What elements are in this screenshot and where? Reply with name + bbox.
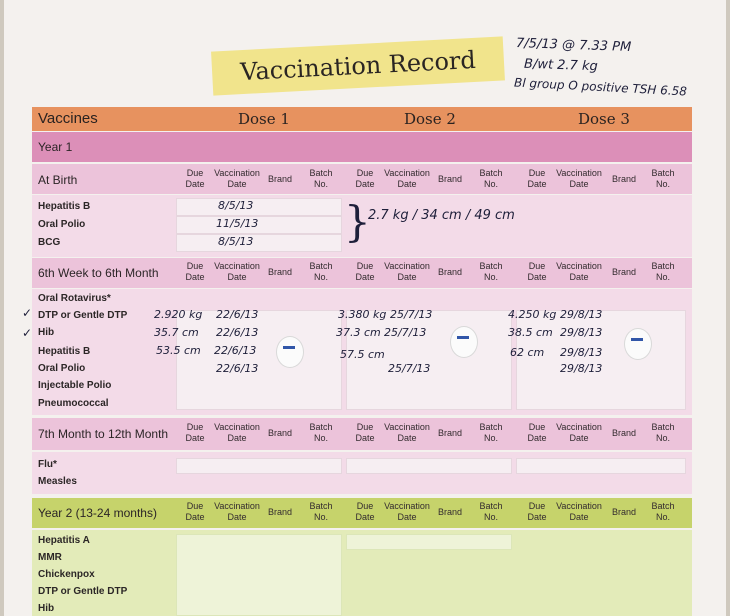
vaccine-name: Hepatitis B — [38, 346, 91, 357]
brand-col: Brand — [437, 174, 463, 184]
batch-col: Batch No. — [479, 501, 503, 522]
brand-col: Brand — [611, 428, 637, 438]
check-mark: ✓ — [22, 326, 33, 340]
batch-col: Batch No. — [479, 168, 503, 189]
due-date-col: Due Date — [355, 261, 375, 282]
vaccine-name: Injectable Polio — [38, 380, 112, 391]
batch-col: Batch No. — [479, 422, 503, 443]
brand-sticker — [276, 336, 304, 368]
brand-sticker — [624, 328, 652, 360]
year1-label: Year 1 — [38, 140, 73, 154]
vaccine-name: DTP or Gentle DTP — [38, 586, 128, 597]
vaccines-header: Vaccines — [38, 110, 98, 127]
handwritten-weight: 3.380 kg — [338, 308, 387, 321]
handwritten-note-blood-group: Bl group O positive TSH 6.58 — [513, 75, 688, 99]
vaccination-date-col: Vaccination Date — [214, 168, 260, 189]
vaccine-name: Oral Polio — [38, 219, 86, 230]
batch-col: Batch No. — [651, 261, 675, 282]
handwritten-weight: 4.250 kg — [508, 308, 557, 321]
vaccine-name: MMR — [38, 552, 62, 563]
brand-col: Brand — [611, 507, 637, 517]
handwritten-date: 22/6/13 — [216, 326, 259, 339]
due-date-col: Due Date — [185, 501, 205, 522]
vaccination-record-sheet — [4, 0, 726, 616]
vaccination-date-col: Vaccination Date — [214, 501, 260, 522]
handwritten-date: 25/7/13 — [390, 308, 433, 321]
vaccination-date-col: Vaccination Date — [556, 168, 602, 189]
vaccine-name: Hib — [38, 327, 55, 338]
due-date-col: Due Date — [527, 501, 547, 522]
vaccination-date-col: Vaccination Date — [556, 261, 602, 282]
handwritten-date: 22/6/13 — [216, 362, 259, 375]
page-title: Vaccination Record — [211, 36, 505, 95]
handwritten-date: 8/5/13 — [218, 235, 254, 248]
vaccine-name: BCG — [38, 237, 61, 248]
due-date-col: Due Date — [355, 168, 375, 189]
dose1-block[interactable] — [176, 310, 342, 410]
vaccine-name: Hepatitis B — [38, 201, 91, 212]
brand-col: Brand — [267, 507, 293, 517]
batch-col: Batch No. — [309, 168, 333, 189]
brand-sticker — [450, 326, 478, 358]
vaccine-name: Pneumococcal — [38, 398, 109, 409]
week6-band — [32, 258, 692, 288]
dose3-block[interactable] — [516, 310, 686, 410]
handwritten-date: 22/6/13 — [214, 344, 257, 357]
due-date-col: Due Date — [355, 501, 375, 522]
brand-col: Brand — [437, 507, 463, 517]
year2-band — [32, 498, 692, 528]
handwritten-head: 62 cm — [510, 346, 545, 359]
dose-cell[interactable] — [516, 458, 686, 474]
handwritten-measurements: 2.7 kg / 34 cm / 49 cm — [368, 208, 515, 223]
brace-mark: } — [344, 197, 371, 246]
handwritten-length: 37.3 cm — [336, 326, 381, 339]
handwritten-date: 29/8/13 — [560, 308, 603, 321]
dose-cell[interactable] — [176, 198, 342, 216]
due-date-col: Due Date — [185, 422, 205, 443]
handwritten-note-time: 7/5/13 @ 7.33 PM — [515, 35, 632, 56]
year1-band — [32, 132, 692, 162]
vaccine-name: Hepatitis A — [38, 535, 90, 546]
at-birth-band — [32, 164, 692, 194]
month7-label: 7th Month to 12th Month — [38, 427, 169, 441]
handwritten-head: 53.5 cm — [156, 344, 201, 357]
dose1-block[interactable] — [176, 534, 342, 616]
batch-col: Batch No. — [651, 422, 675, 443]
vaccine-name: DTP or Gentle DTP — [38, 310, 128, 321]
due-date-col: Due Date — [527, 261, 547, 282]
vaccine-name: Hib — [38, 603, 55, 614]
vaccination-date-col: Vaccination Date — [214, 261, 260, 282]
dose-cell[interactable] — [346, 458, 512, 474]
due-date-col: Due Date — [527, 422, 547, 443]
vaccine-name: Oral Rotavirus* — [38, 293, 111, 304]
handwritten-date: 8/5/13 — [218, 199, 254, 212]
vaccine-name: Flu* — [38, 459, 57, 470]
brand-col: Brand — [611, 267, 637, 277]
vaccination-date-col: Vaccination Date — [556, 422, 602, 443]
vaccine-name: Measles — [38, 476, 77, 487]
brand-col: Brand — [611, 174, 637, 184]
batch-col: Batch No. — [479, 261, 503, 282]
brand-col: Brand — [267, 428, 293, 438]
dose2-header: Dose 2 — [404, 110, 456, 128]
dose-cell[interactable] — [176, 458, 342, 474]
month7-band — [32, 418, 692, 450]
batch-col: Batch No. — [309, 261, 333, 282]
due-date-col: Due Date — [355, 422, 375, 443]
due-date-col: Due Date — [527, 168, 547, 189]
handwritten-date: 29/8/13 — [560, 326, 603, 339]
brand-col: Brand — [267, 174, 293, 184]
vaccination-date-col: Vaccination Date — [384, 261, 430, 282]
dose-cell[interactable] — [176, 234, 342, 252]
batch-col: Batch No. — [651, 168, 675, 189]
vaccination-date-col: Vaccination Date — [556, 501, 602, 522]
year2-label: Year 2 (13-24 months) — [38, 506, 157, 520]
handwritten-date: 29/8/13 — [560, 362, 603, 375]
batch-col: Batch No. — [309, 501, 333, 522]
check-mark: ✓ — [22, 306, 33, 320]
dose3-header: Dose 3 — [578, 110, 630, 128]
handwritten-date: 25/7/13 — [388, 362, 431, 375]
handwritten-head: 57.5 cm — [340, 348, 385, 361]
due-date-col: Due Date — [185, 261, 205, 282]
handwritten-date: 25/7/13 — [384, 326, 427, 339]
handwritten-length: 38.5 cm — [508, 326, 553, 339]
vaccination-date-col: Vaccination Date — [384, 501, 430, 522]
table-header — [32, 107, 692, 131]
dose2-block[interactable] — [346, 534, 512, 550]
brand-col: Brand — [267, 267, 293, 277]
week6-label: 6th Week to 6th Month — [38, 266, 159, 280]
brand-col: Brand — [437, 267, 463, 277]
due-date-col: Due Date — [185, 168, 205, 189]
vaccination-date-col: Vaccination Date — [214, 422, 260, 443]
at-birth-label: At Birth — [38, 173, 78, 187]
handwritten-length: 35.7 cm — [154, 326, 199, 339]
handwritten-date: 11/5/13 — [216, 217, 259, 230]
batch-col: Batch No. — [309, 422, 333, 443]
vaccination-date-col: Vaccination Date — [384, 168, 430, 189]
vaccine-name: Chickenpox — [38, 569, 95, 580]
handwritten-date: 22/6/13 — [216, 308, 259, 321]
dose1-header: Dose 1 — [238, 110, 290, 128]
handwritten-date: 29/8/13 — [560, 346, 603, 359]
vaccine-name: Oral Polio — [38, 363, 86, 374]
handwritten-note-weight: B/wt 2.7 kg — [523, 56, 598, 75]
brand-col: Brand — [437, 428, 463, 438]
dose-cell[interactable] — [176, 216, 342, 234]
vaccination-date-col: Vaccination Date — [384, 422, 430, 443]
batch-col: Batch No. — [651, 501, 675, 522]
handwritten-weight: 2.920 kg — [154, 308, 203, 321]
